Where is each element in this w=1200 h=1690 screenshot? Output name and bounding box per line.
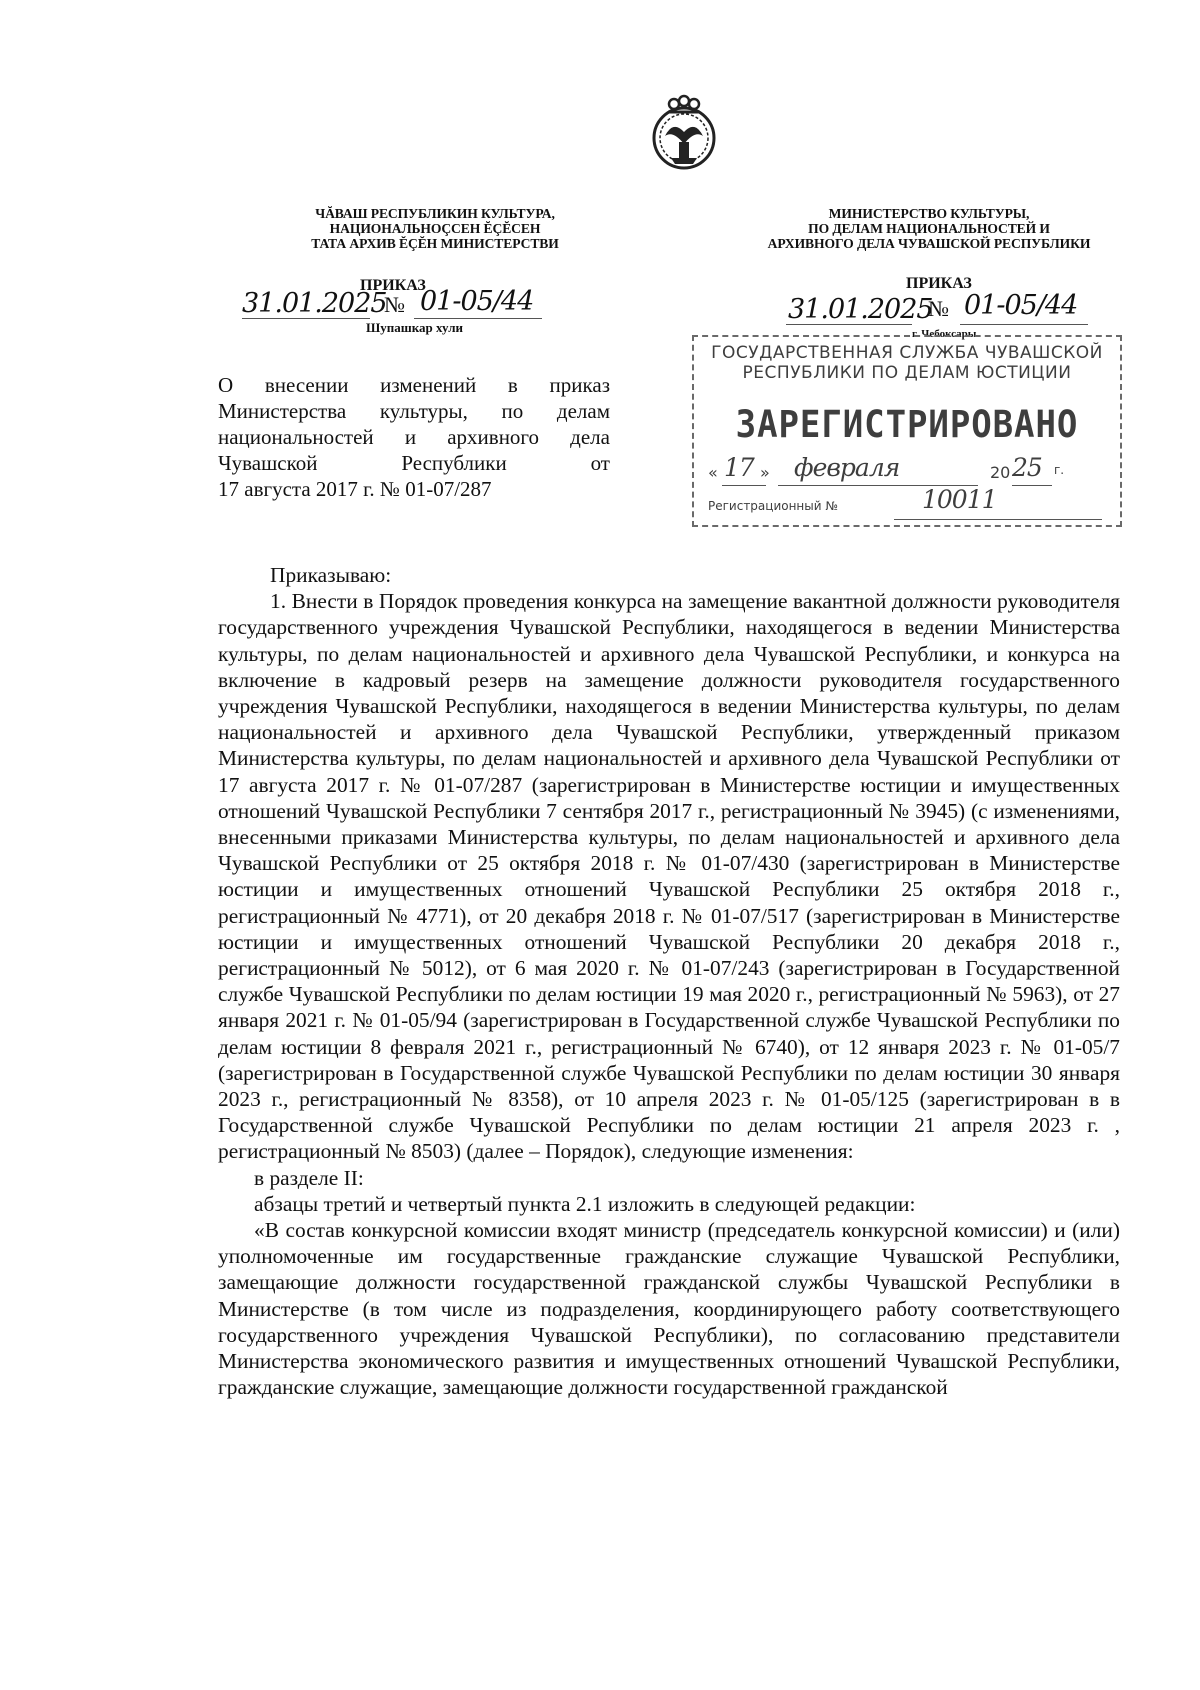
body-paragraph: 1. Внести в Порядок проведения конкурса на замещение вакантной должности руководителя государственного учреждения Чувашской Республики, находящегося в ведении Министерства культуры, по делам национальностей и архивного дела Чувашской Республики, и конкурса на включение в кадровый резерв на замещение должности руководителя государственного учреждения Чувашской Республики, находящегося в ведении Министерства культуры, по делам национальностей и архивного дела Чувашской Республики, утвержденный приказом Министерства культуры, по делам национальностей и архивного дела Чувашской Республики от 17 августа 2017 г. № 01-07/287 (зарегистрирован в Министерстве юстиции и имущественных отношений Чувашской Республики 7 сентября 2017 г., регистрационный № 3945) (с изменениями, внесенными приказами Министерства культуры, по делам национальностей и архивного дела Чувашской Республики от 25 октября 2018 г. № 01-07/430 (зарегистрирован в Министерстве юстиции и имущественных отношений Чувашской Республики 25 октября 2018 г., регистрационный № 4771), от 20 декабря 2018 г. № 01-07/517 (зарегистрирован в Министерстве юстиции и имущественных отношений Чувашской Республики 20 декабря 2018 г., регистрационный № 5012), от 6 мая 2020 г. № 01-07/243 (зарегистрирован в Государственной службе Чувашской Республики по делам юстиции 19 мая 2020 г., регистрационный № 5963), от 27 января 2021 г. № 01-05/94 (зарегистрирован в Государственной службе Чувашской Республики по делам юстиции 8 февраля 2021 г., регистрационный № 6740), от 12 января 2023 г. № 01-05/7 (зарегистрирован в Государственной службе Чувашской Республики по делам юстиции 30 января 2023 г., регистрационный № 8358), от 10 апреля 2023 г. № 01-05/125 (зарегистрирован в в Государственной службе Чувашской Республики по делам юстиции 21 апреля 2023 г. , регистрационный № 8503) (далее – Порядок), следующие изменения: bbox=[218, 589, 1120, 1164]
stamp-month: февраля bbox=[794, 453, 900, 482]
order-date-right: 31.01.2025 bbox=[788, 294, 933, 325]
city-chuvash: Шупашкар хули bbox=[366, 320, 463, 335]
republic-emblem-icon bbox=[643, 92, 725, 174]
number-underline-right bbox=[960, 324, 1088, 325]
number-sign-right: № bbox=[928, 296, 949, 321]
number-underline-left bbox=[414, 318, 542, 319]
stamp-quote-open: « bbox=[708, 463, 718, 482]
stamp-reg-number: 10011 bbox=[922, 485, 997, 514]
ministry-name-line: МИНИСТЕРСТВО КУЛЬТУРЫ, bbox=[828, 206, 1030, 221]
order-body bbox=[218, 562, 1120, 1401]
ministry-name-chuvash bbox=[270, 206, 600, 251]
stamp-year-unit: г. bbox=[1054, 463, 1065, 477]
order-date-left: 31.01.2025 bbox=[242, 288, 387, 319]
stamp-reg-underline bbox=[894, 519, 1102, 520]
body-paragraph: в разделе II: bbox=[254, 1165, 364, 1190]
body-opener: Приказываю: bbox=[270, 563, 392, 587]
date-underline-left bbox=[242, 318, 370, 319]
order-number-left: 01-05/44 bbox=[420, 286, 534, 317]
title-line: Чувашской Республики от bbox=[218, 451, 610, 475]
title-line: Министерства культуры, по делам bbox=[218, 399, 610, 423]
body-paragraph: «В состав конкурсной комиссии входят министр (председатель конкурсной комиссии) и (или) уполномоченные им государственные гражданские служащие Чувашской Республики, замещающие должности государственной гражданской службы Чувашской Республики в Министерстве (в том числе из подразделения, координирующего работу соответствующего государственного учреждения Чувашской Республики), по согласованию представители Министерства экономического развития и имущественных отношений Чувашской Республики, гражданские служащие, замещающие должности государственной гражданской bbox=[218, 1218, 1120, 1400]
stamp-status: ЗАРЕГИСТРИРОВАНО bbox=[735, 403, 1079, 446]
order-number-right: 01-05/44 bbox=[964, 290, 1078, 321]
stamp-quote-close: » bbox=[760, 463, 770, 482]
registration-stamp bbox=[692, 335, 1122, 527]
order-label-right: ПРИКАЗ bbox=[906, 275, 972, 292]
city-russian: г. Чебоксары bbox=[912, 328, 977, 340]
stamp-year-suffix: 25 bbox=[1012, 453, 1042, 482]
stamp-date bbox=[708, 455, 1108, 495]
title-line: О внесении изменений в приказ bbox=[218, 373, 610, 397]
ministry-name-russian bbox=[738, 206, 1120, 251]
ministry-name-line: АРХИВНОГО ДЕЛА ЧУВАШСКОЙ РЕСПУБЛИКИ bbox=[767, 236, 1091, 251]
ministry-name-line: ТАТА АРХИВ ĔÇĔН МИНИСТЕРСТВИ bbox=[311, 236, 559, 251]
order-label-left: ПРИКАЗ bbox=[360, 277, 426, 294]
number-sign-left: № bbox=[384, 292, 405, 317]
stamp-organization bbox=[694, 343, 1120, 383]
order-title bbox=[218, 372, 610, 502]
title-line: национальностей и архивного дела bbox=[218, 425, 610, 449]
ministry-name-line: ЧĂВАШ РЕСПУБЛИКИН КУЛЬТУРА, bbox=[315, 206, 555, 221]
title-line: 17 августа 2017 г. № 01-07/287 bbox=[218, 477, 492, 501]
stamp-day: 17 bbox=[724, 453, 754, 482]
body-paragraph: абзацы третий и четвертый пункта 2.1 изложить в следующей редакции: bbox=[254, 1191, 916, 1216]
stamp-org-line: ГОСУДАРСТВЕННАЯ СЛУЖБА ЧУВАШСКОЙ bbox=[711, 343, 1103, 363]
ministry-name-line: НАЦИОНАЛЬНОÇСЕН ĔÇĔСЕН bbox=[329, 221, 541, 236]
stamp-org-line: РЕСПУБЛИКИ ПО ДЕЛАМ ЮСТИЦИИ bbox=[742, 363, 1072, 383]
stamp-reg-label: Регистрационный № bbox=[708, 499, 838, 513]
stamp-year-underline bbox=[1012, 485, 1052, 486]
stamp-day-underline bbox=[722, 485, 766, 486]
date-underline-right bbox=[786, 324, 912, 325]
ministry-name-line: ПО ДЕЛАМ НАЦИОНАЛЬНОСТЕЙ И bbox=[808, 221, 1050, 236]
stamp-year-prefix: 20 bbox=[990, 463, 1011, 482]
